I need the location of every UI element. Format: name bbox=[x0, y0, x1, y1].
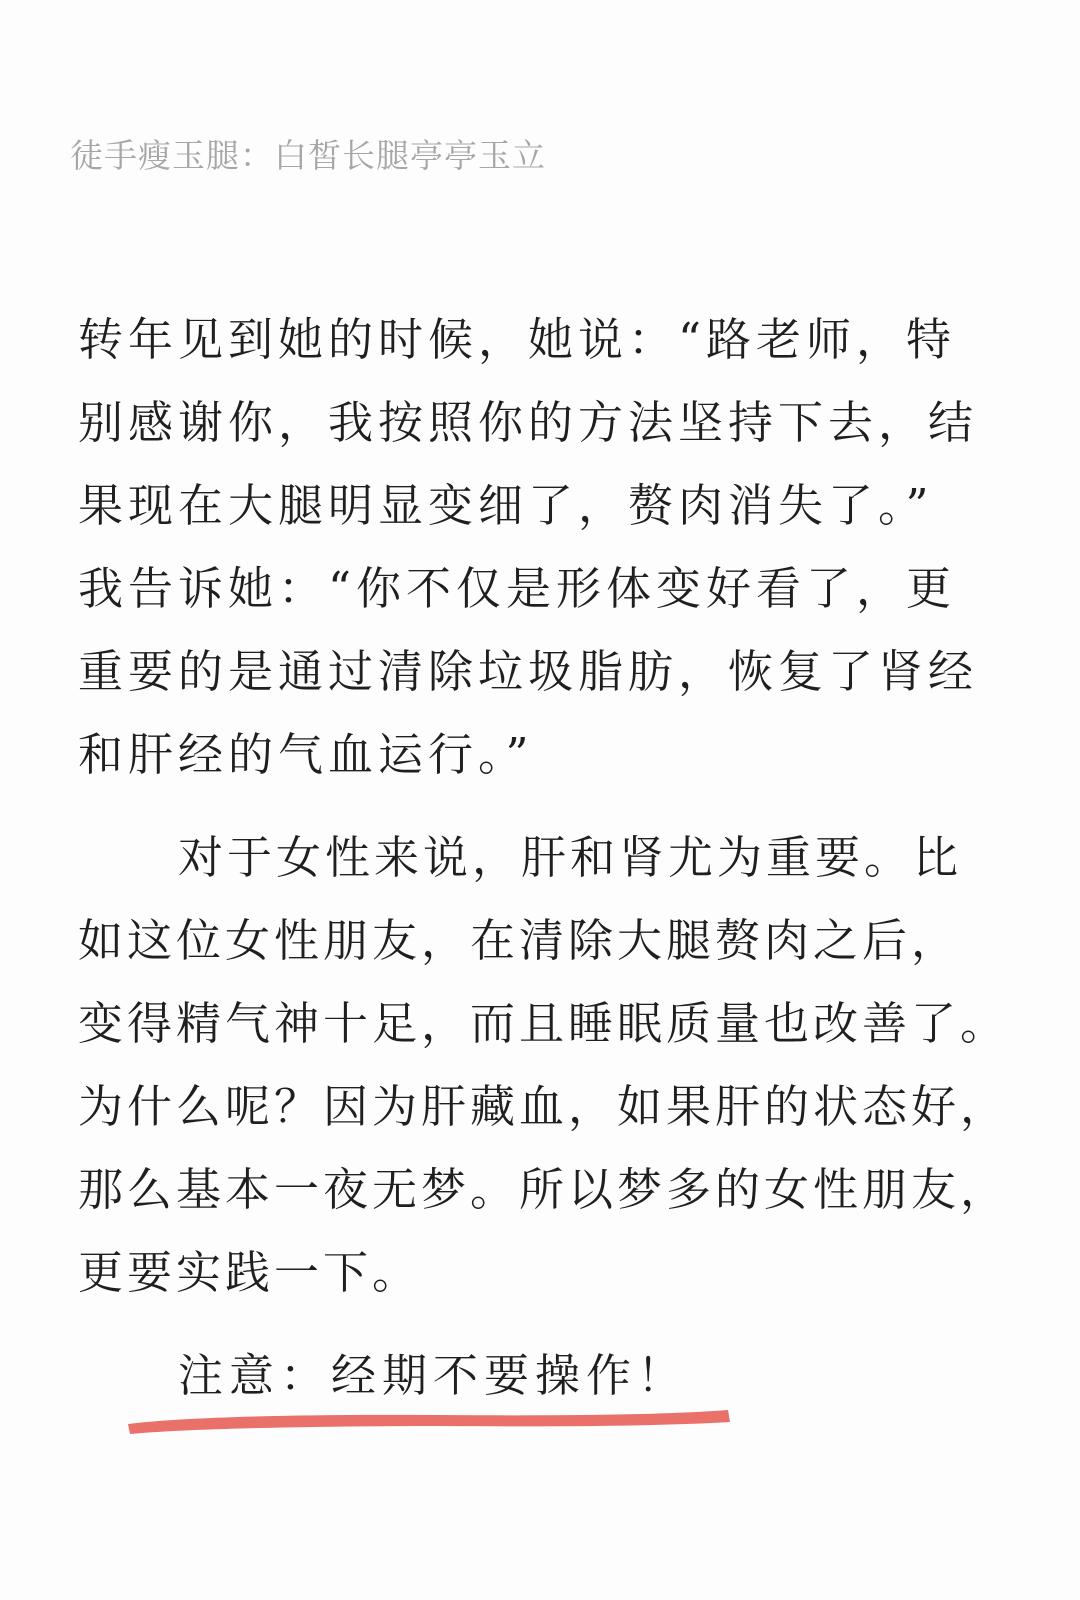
text-line: 重要的是通过清除垃圾脂肪，恢复了肾经 bbox=[78, 645, 979, 698]
text-line: 对于女性来说，肝和肾尤为重要。比 bbox=[178, 831, 963, 884]
warning-note: 注意：经期不要操作！ bbox=[178, 1349, 689, 1402]
text-line: 变得精气神十足，而且睡眠质量也改善了。 bbox=[78, 997, 1010, 1050]
paragraph-2 bbox=[78, 816, 1008, 1314]
text-line: 转年见到她的时候，她说：“路老师，特 bbox=[78, 313, 957, 366]
text-line: 为什么呢？因为肝藏血，如果肝的状态好， bbox=[78, 1080, 1010, 1133]
text-line: 那么基本一夜无梦。所以梦多的女性朋友， bbox=[78, 1163, 1010, 1216]
text-line: 更要实践一下。 bbox=[78, 1246, 422, 1299]
paragraph-1 bbox=[78, 298, 1008, 796]
article-body bbox=[78, 298, 1008, 1417]
text-line: 我告诉她：“你不仅是形体变好看了，更 bbox=[78, 562, 957, 615]
text-line: 如这位女性朋友，在清除大腿赘肉之后， bbox=[78, 914, 961, 967]
underline-stroke bbox=[128, 1410, 730, 1434]
text-line: 别感谢你，我按照你的方法坚持下去，结 bbox=[78, 396, 979, 449]
text-line: 果现在大腿明显变细了，赘肉消失了。” bbox=[78, 479, 934, 532]
text-line: 和肝经的气血运行。” bbox=[78, 728, 534, 781]
highlight-underline bbox=[122, 1402, 742, 1438]
article-header: 徒手瘦玉腿：白皙长腿亭亭玉立 bbox=[70, 136, 546, 175]
